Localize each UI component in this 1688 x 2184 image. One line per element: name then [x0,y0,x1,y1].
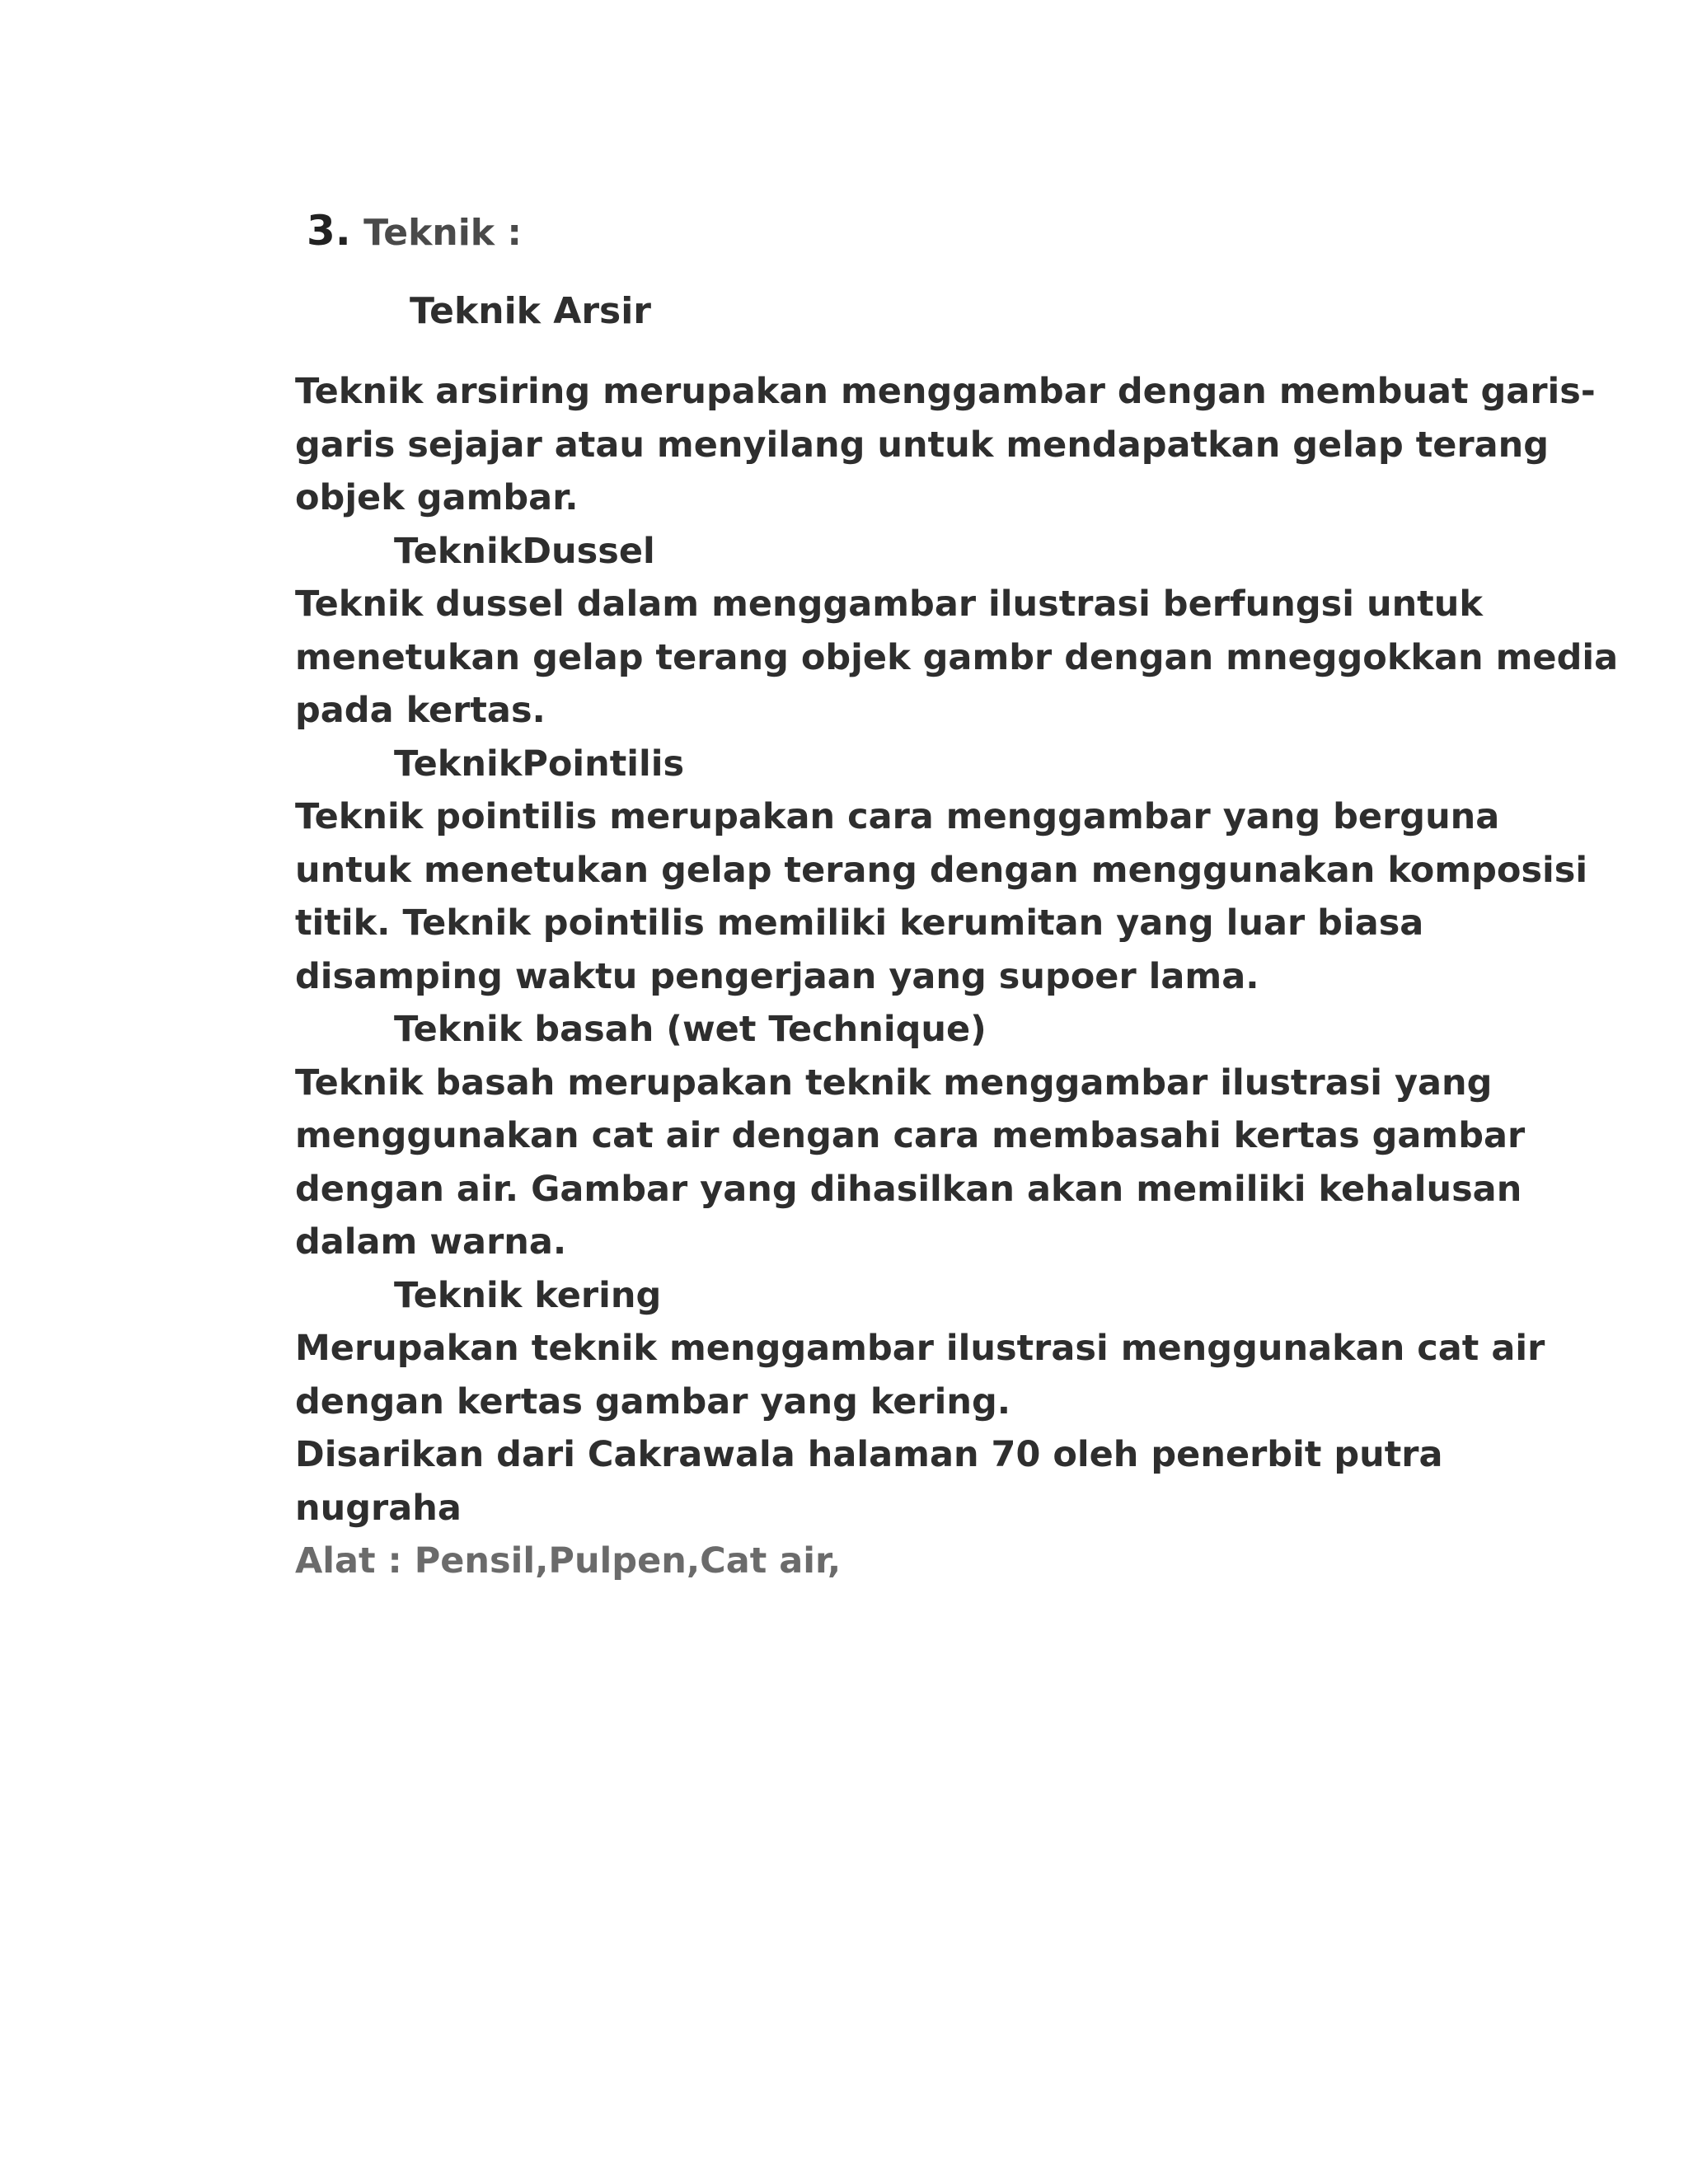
source-line: Disarikan dari Cakrawala halaman 70 oleh penerbit putra [295,1434,1443,1475]
subsection-title-basah: Teknik basah (wet Technique) [394,1009,987,1050]
subsection-title-dussel: TeknikDussel [394,530,655,572]
dussel-line: menetukan gelap terang objek gambr dengan mneggokkan media [295,636,1619,678]
tools-line: Alat : Pensil,Pulpen,Cat air, [295,1540,842,1582]
heading-number: 3. [307,207,351,255]
subsection-title-pointilis: TeknikPointilis [394,743,685,785]
basah-line: menggunakan cat air dengan cara membasahi kertas gambar [295,1115,1526,1156]
dussel-line: Teknik dussel dalam menggambar ilustrasi berfungsi untuk [295,583,1483,625]
source-line: nugraha [295,1487,462,1529]
kering-line: Merupakan teknik menggambar ilustrasi menggunakan cat air [295,1328,1545,1369]
body-text [295,365,1619,1588]
subsection-title-arsir: Teknik Arsir [410,290,651,332]
arsir-line: objek gambar. [295,477,579,518]
basah-line: dalam warna. [295,1221,567,1263]
dussel-line: pada kertas. [295,690,546,731]
pointilis-line: titik. Teknik pointilis memiliki kerumitan yang luar biasa [295,902,1424,944]
pointilis-line: Teknik pointilis merupakan cara menggambar yang berguna [295,796,1500,837]
pointilis-line: disamping waktu pengerjaan yang supoer lama. [295,955,1259,997]
subsection-title-kering: Teknik kering [394,1274,662,1316]
basah-line: Teknik basah merupakan teknik menggambar ilustrasi yang [295,1062,1493,1104]
arsir-line: garis sejajar atau menyilang untuk mendapatkan gelap terang [295,424,1550,466]
heading-title: Teknik : [363,212,522,254]
arsir-line: Teknik arsiring merupakan menggambar dengan membuat garis- [295,371,1596,412]
basah-line: dengan air. Gambar yang dihasilkan akan memiliki kehalusan [295,1168,1522,1210]
pointilis-line: untuk menetukan gelap terang dengan menggunakan komposisi [295,849,1588,891]
kering-line: dengan kertas gambar yang kering. [295,1380,1011,1422]
section-heading [307,206,522,258]
